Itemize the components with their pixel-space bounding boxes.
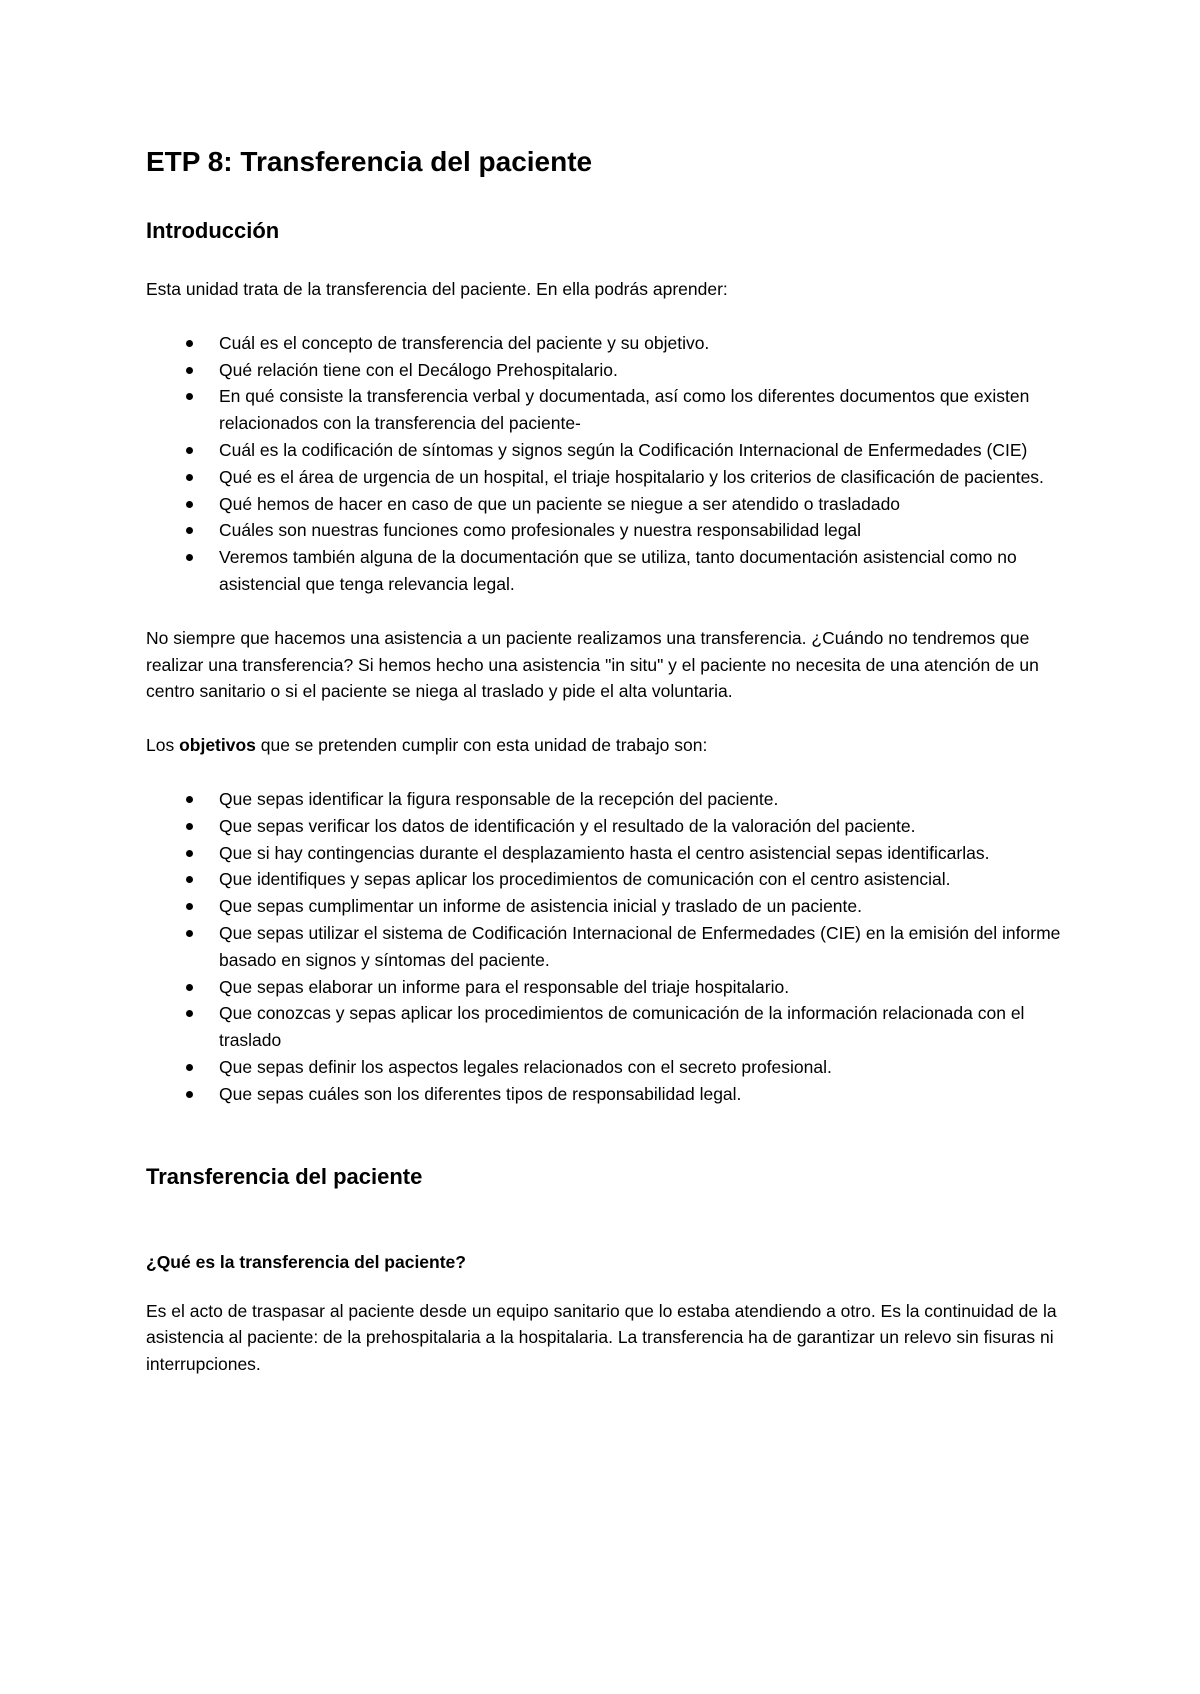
- document-page: [146, 144, 1076, 1405]
- objectives-suffix: que se pretenden cumplir con esta unidad de trabajo son:: [255, 735, 708, 756]
- objectives-bold: objetivos: [179, 735, 256, 756]
- transfer-question: ¿Qué es la transferencia del paciente?: [146, 1251, 466, 1272]
- list-item: Que sepas elaborar un informe para el responsable del triaje hospitalario.: [219, 974, 1076, 1001]
- intro-heading: Introducción: [146, 218, 280, 243]
- list-item: Que sepas utilizar el sistema de Codificación Internacional de Enfermedades (CIE) en la emisión del informe basado en signos y síntomas del paciente.: [219, 920, 1076, 974]
- objectives-prefix: Los: [146, 735, 180, 756]
- intro-paragraph: No siempre que hacemos una asistencia a un paciente realizamos una transferencia. ¿Cuándo no tendremos que realizar una transferencia? Si hemos hecho una asistencia "in situ" y el paciente no necesita de una atención de un centro sanitario o si el paciente se niega al traslado y pide el alta voluntaria.: [146, 627, 1039, 702]
- list-item: Que sepas identificar la figura responsable de la recepción del paciente.: [219, 786, 1076, 813]
- transfer-heading: Transferencia del paciente: [146, 1163, 423, 1189]
- document-title: ETP 8: Transferencia del paciente: [146, 146, 593, 177]
- transfer-answer: Es el acto de traspasar al paciente desde un equipo sanitario que lo estaba atendiendo a otro. Es la continuidad de la asistencia al paciente: de la prehospitalaria a la hospitalaria. La transferencia ha de garantizar un relevo sin fisuras ni interrupciones.: [146, 1300, 1057, 1375]
- list-item: Que si hay contingencias durante el desplazamiento hasta el centro asistencial sepas identificarlas.: [219, 840, 1076, 867]
- list-item: Que sepas cumplimentar un informe de asistencia inicial y traslado de un paciente.: [219, 893, 1076, 920]
- list-item: Qué hemos de hacer en caso de que un paciente se niegue a ser atendido o trasladado: [219, 491, 1076, 518]
- list-item: Que sepas definir los aspectos legales relacionados con el secreto profesional.: [219, 1054, 1076, 1081]
- list-item: Cuáles son nuestras funciones como profesionales y nuestra responsabilidad legal: [219, 517, 1076, 544]
- list-item: Cuál es la codificación de síntomas y signos según la Codificación Internacional de Enfermedades (CIE): [219, 437, 1076, 464]
- list-item: En qué consiste la transferencia verbal y documentada, así como los diferentes documentos que existen relacionados con la transferencia del paciente-: [219, 383, 1076, 437]
- topics-list: [146, 330, 1076, 598]
- list-item: Que sepas cuáles son los diferentes tipos de responsabilidad legal.: [219, 1081, 1076, 1108]
- list-item: Cuál es el concepto de transferencia del paciente y su objetivo.: [219, 330, 1076, 357]
- list-item: Que sepas verificar los datos de identificación y el resultado de la valoración del paciente.: [219, 813, 1076, 840]
- list-item: Qué es el área de urgencia de un hospital, el triaje hospitalario y los criterios de clasificación de pacientes.: [219, 464, 1076, 491]
- objectives-list: [146, 786, 1076, 1108]
- list-item: Que conozcas y sepas aplicar los procedimientos de comunicación de la información relacionada con el traslado: [219, 1000, 1076, 1054]
- intro-lead: Esta unidad trata de la transferencia del paciente. En ella podrás aprender:: [146, 279, 728, 299]
- list-item: Veremos también alguna de la documentación que se utiliza, tanto documentación asistencial como no asistencial que tenga relevancia legal.: [219, 544, 1076, 598]
- list-item: Que identifiques y sepas aplicar los procedimientos de comunicación con el centro asistencial.: [219, 866, 1076, 893]
- objectives-lead: [146, 732, 1076, 759]
- list-item: Qué relación tiene con el Decálogo Prehospitalario.: [219, 357, 1076, 384]
